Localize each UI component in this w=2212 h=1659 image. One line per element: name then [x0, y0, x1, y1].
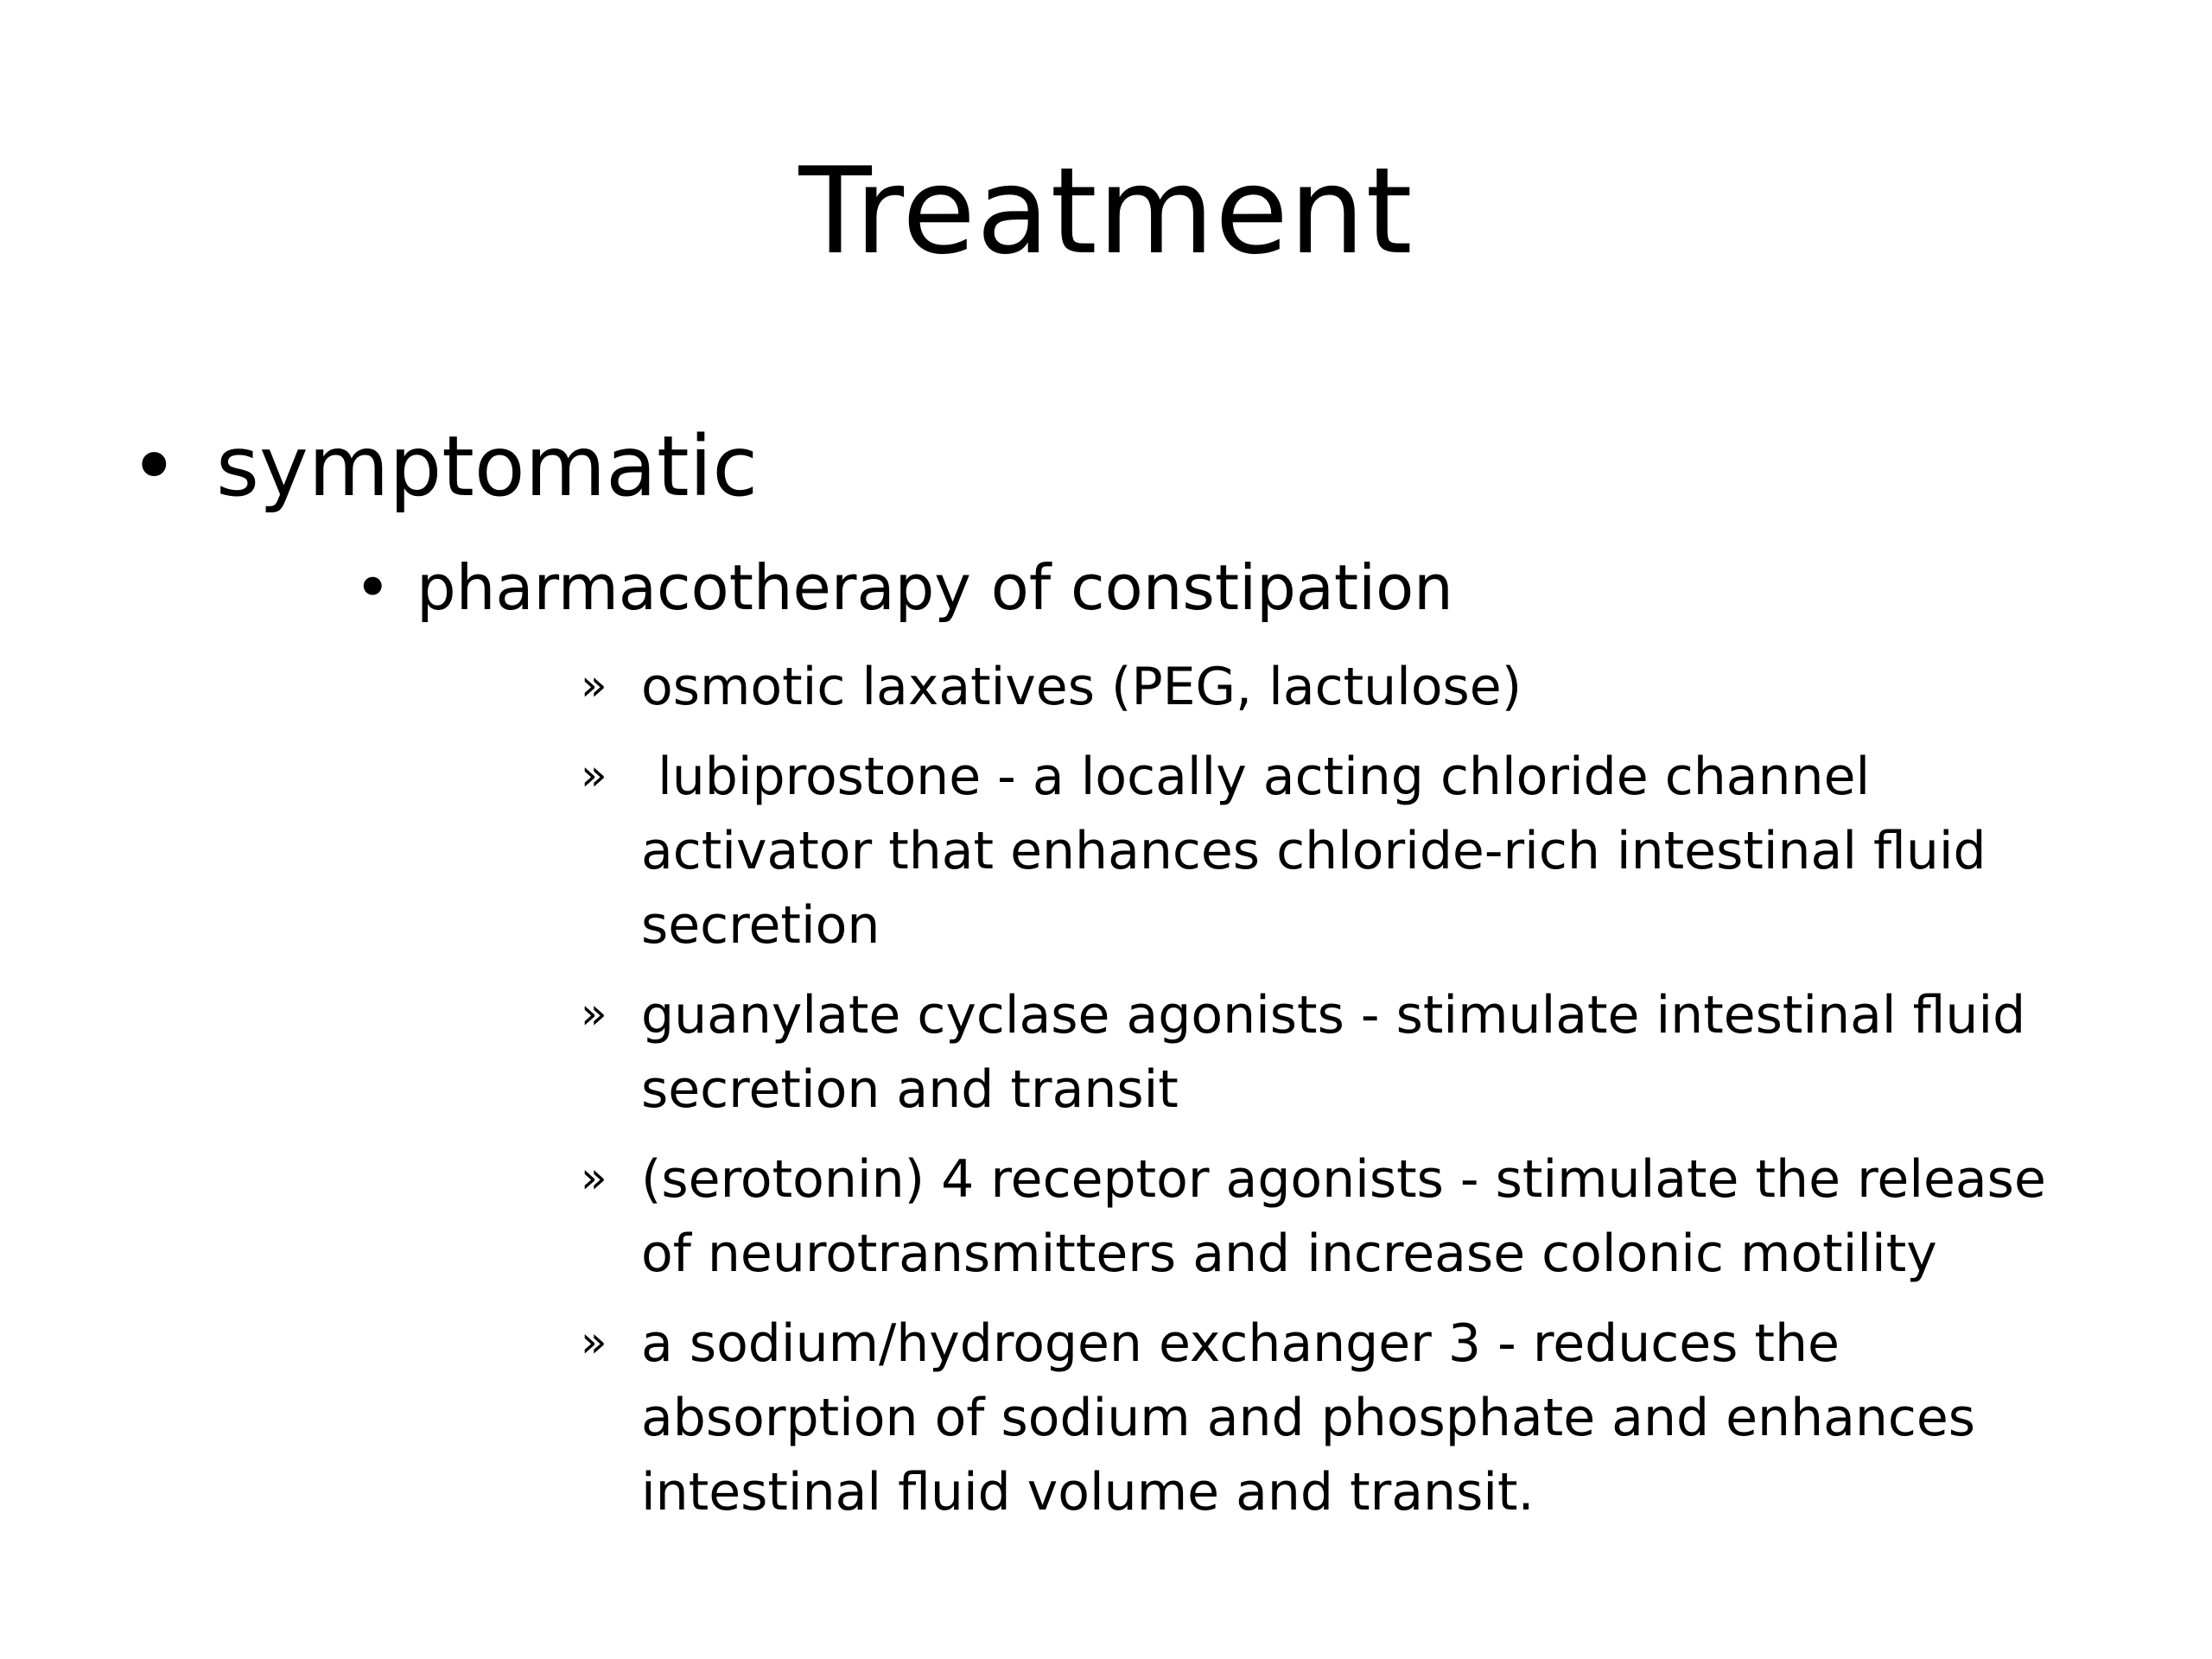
- double-chevron-icon: »: [581, 1317, 607, 1367]
- double-chevron-icon: »: [581, 1153, 607, 1203]
- list-item-text: guanylate cyclase agonists - stimulate intestinal fluid secretion and transit: [641, 985, 2026, 1120]
- list-item: [581, 1142, 2093, 1291]
- slide-title: Treatment: [798, 142, 1414, 281]
- bullet-level1-text: symptomatic: [216, 418, 759, 515]
- double-chevron-icon: »: [581, 988, 607, 1039]
- list-item-text: osmotic laxatives (PEG, lactulose): [641, 657, 1522, 717]
- list-item: [581, 740, 2093, 963]
- list-item-text: lubiprostone - a locally acting chloride channel activator that enhances chloride-rich intestinal fluid secretion: [641, 747, 2003, 956]
- bullet-level2-text: pharmacotherapy of constipation: [416, 551, 1453, 624]
- list-item: [581, 1306, 2093, 1529]
- bullet-level3-list: [581, 650, 2093, 1545]
- double-chevron-icon: »: [581, 750, 607, 800]
- double-chevron-icon: »: [581, 660, 607, 710]
- bullet-dot-icon: •: [354, 551, 391, 624]
- list-item: [581, 650, 2093, 724]
- list-item-text: a sodium/hydrogen exchanger 3 - reduces the absorption of sodium and phosphate and enhances intestinal fluid volume and transit.: [641, 1313, 1976, 1522]
- list-item-text: (serotonin) 4 receptor agonists - stimulate the release of neurotransmitters and increase colonic motility: [641, 1149, 2046, 1284]
- bullet-dot-icon: •: [130, 418, 179, 515]
- list-item: [581, 978, 2093, 1127]
